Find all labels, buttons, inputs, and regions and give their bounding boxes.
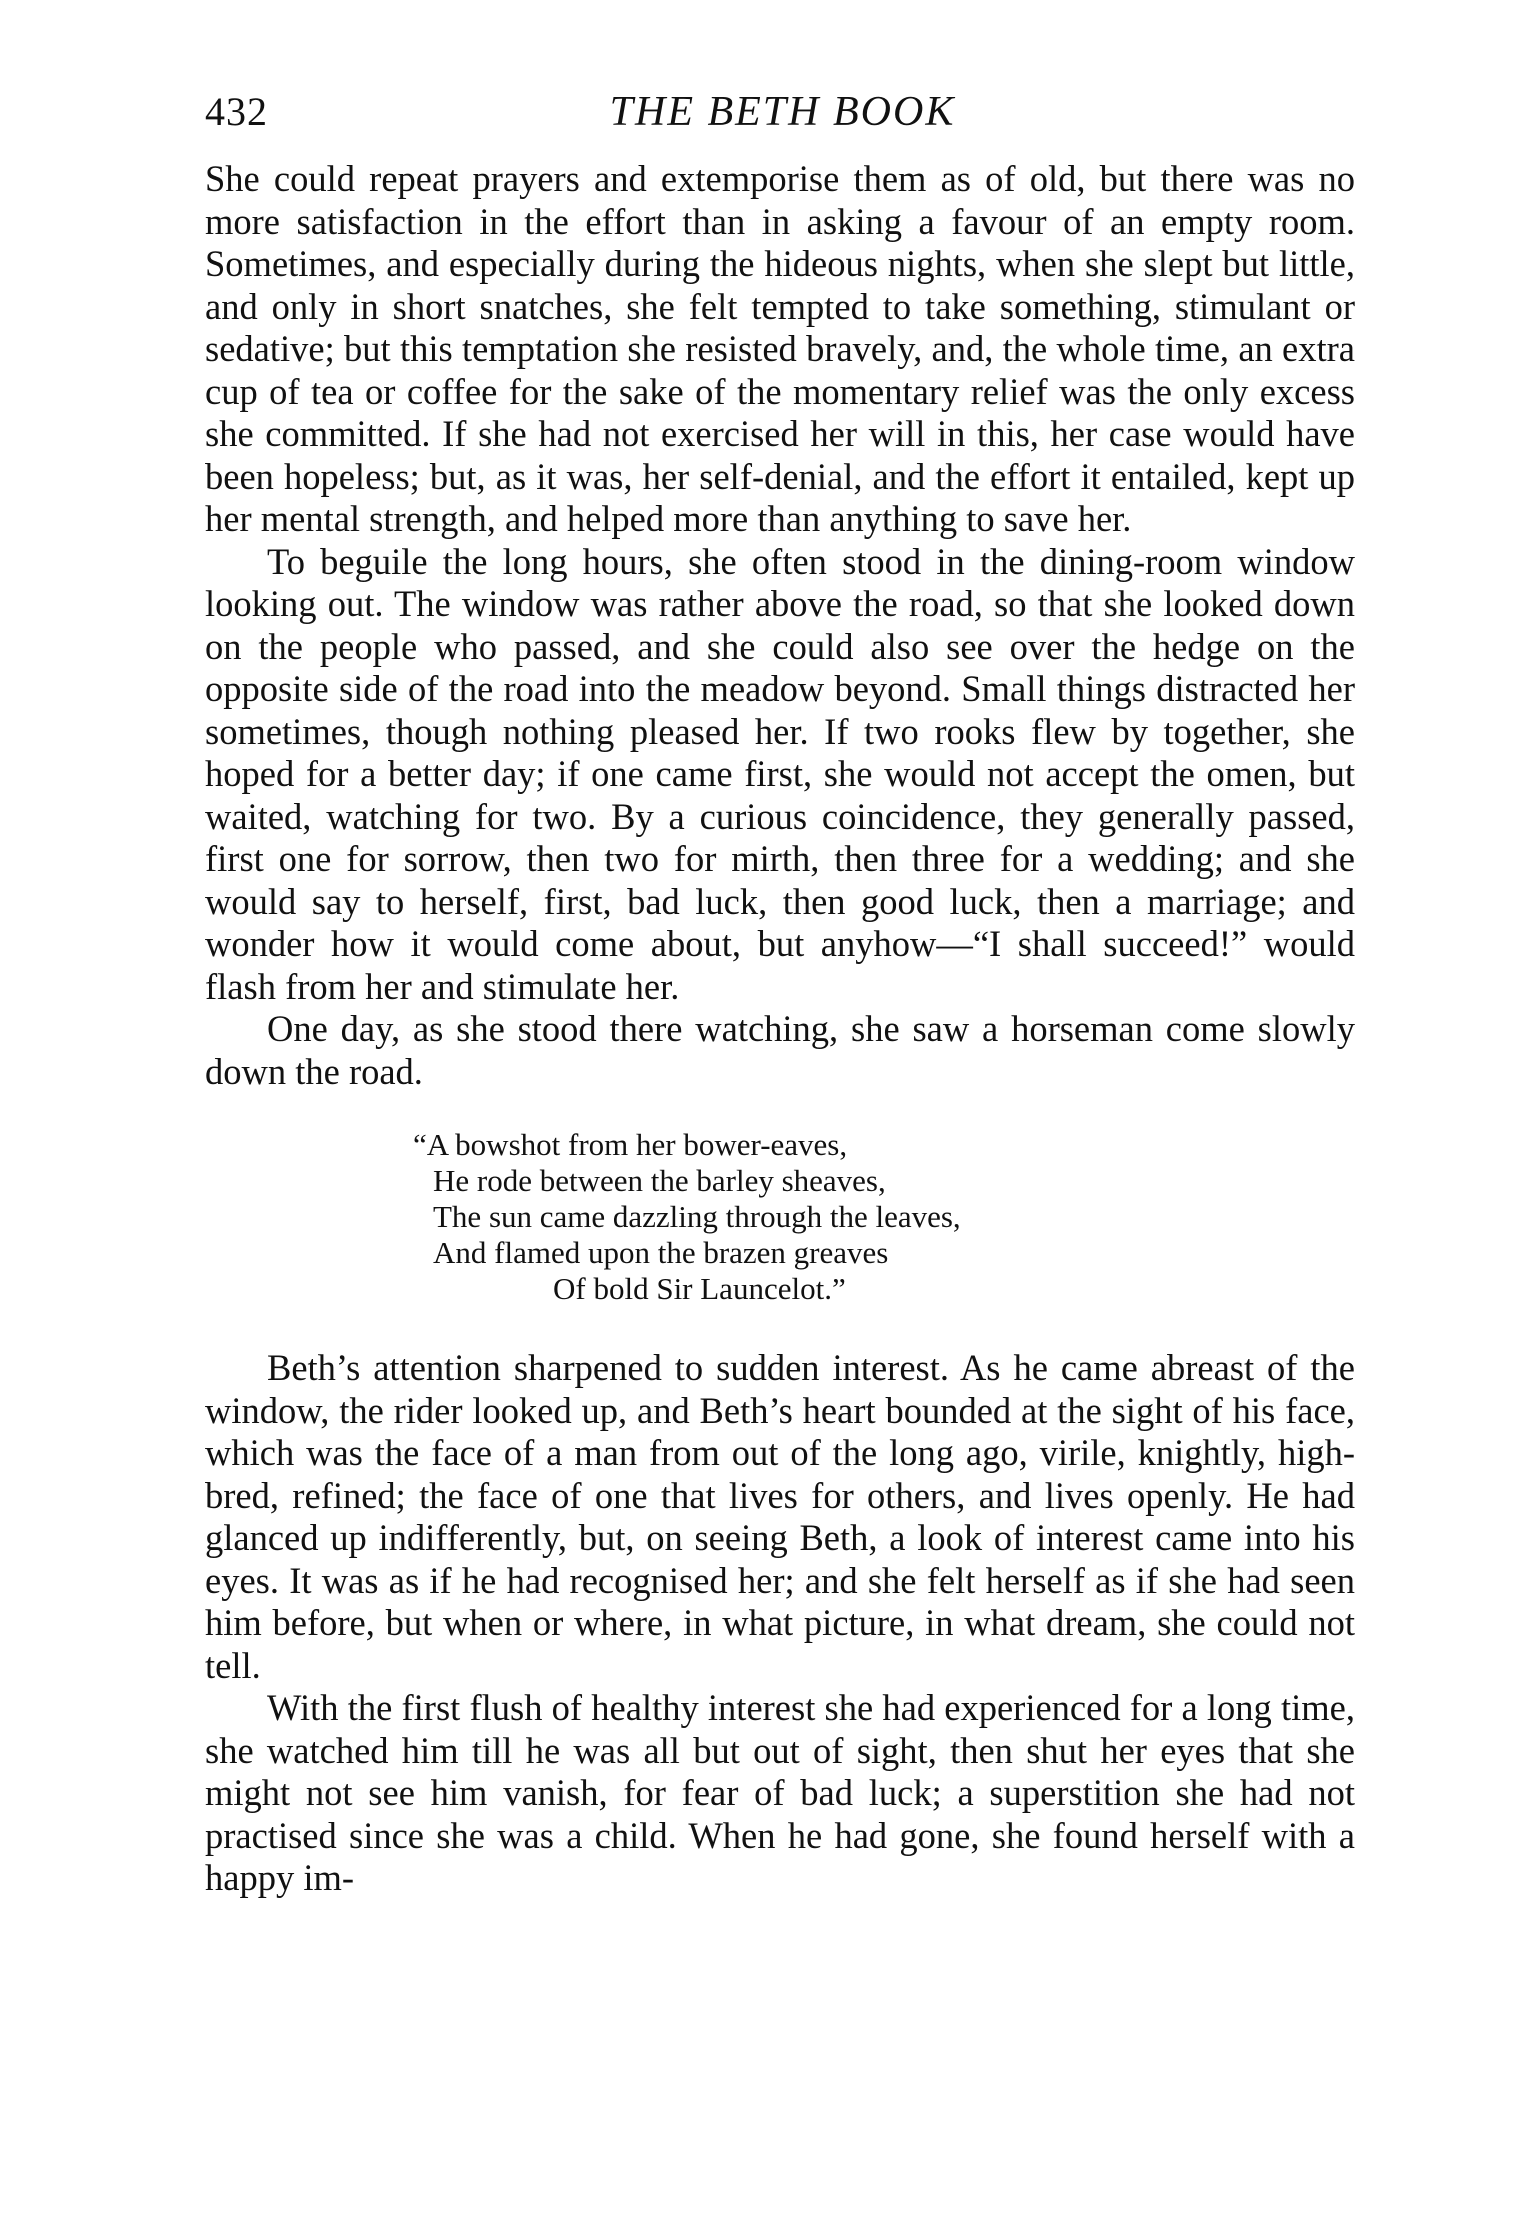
verse-line-3: The sun came dazzling through the leaves, <box>433 1199 961 1234</box>
verse-line-1: “A bowshot from her bower-eaves, <box>413 1127 848 1162</box>
paragraph-1: She could repeat prayers and extemporise them as of old, but there was no more satisfaction in the effort than in asking a favour of an empty room. Sometimes, and especially during the hideous nights, when she slept but little, and only in short snatches, she felt tempted to take something, stimulant or sedative; but this temptation she resisted bravely, and, the whole time, an extra cup of tea or coffee for the sake of the momentary relief was the only excess she committed. If she had not exercised her will in this, her case would have been hopeless; but, as it was, her self-denial, and the effort it entailed, kept up her mental strength, and helped more than anything to save her. <box>205 158 1355 539</box>
verse-line-5: Of bold Sir Launcelot.” <box>553 1271 846 1306</box>
verse-line-4: And flamed upon the brazen greaves <box>433 1235 889 1270</box>
paragraph-4: Beth’s attention sharpened to sudden interest. As he came abreast of the window, the rider looked up, and Beth’s heart bounded at the sight of his face, which was the face of a man from out of the long ago, virile, knightly, high-bred, refined; the face of one that lives for others, and lives openly. He had glanced up indifferently, but, on seeing Beth, a look of interest came into his eyes. It was as if he had recognised her; and she felt herself as if she had seen him before, but when or where, in what picture, in what dream, she could not tell. <box>205 1347 1355 1686</box>
page-number: 432 <box>205 89 268 134</box>
page-header <box>205 82 1360 142</box>
verse-line-2: He rode between the barley sheaves, <box>433 1163 886 1198</box>
paragraph-5: With the first flush of healthy interest she had experienced for a long time, she watched him till he was all but out of sight, then shut her eyes that she might not see him vanish, for fear of bad luck; a superstition she had not practised since she was a child. When he had gone, she found herself with a happy im- <box>205 1687 1355 1898</box>
body-text <box>205 158 1355 1900</box>
paragraph-3: One day, as she stood there watching, she saw a horseman come slowly down the road. <box>205 1008 1355 1092</box>
verse-quotation <box>413 1127 1355 1307</box>
paragraph-2: To beguile the long hours, she often stood in the dining-room window looking out. The window was rather above the road, so that she looked down on the people who passed, and she could also see over the hedge on the opposite side of the road into the meadow beyond. Small things distracted her sometimes, though nothing pleased her. If two rooks flew by together, she hoped for a better day; if one came first, she would not accept the omen, but waited, watching for two. By a curious coincidence, they generally passed, first one for sorrow, then two for mirth, then three for a wedding; and she would say to herself, first, bad luck, then good luck, then a marriage; and wonder how it would come about, but anyhow—“I shall succeed!” would flash from her and stimulate her. <box>205 540 1355 1007</box>
running-head: THE BETH BOOK <box>609 89 956 135</box>
